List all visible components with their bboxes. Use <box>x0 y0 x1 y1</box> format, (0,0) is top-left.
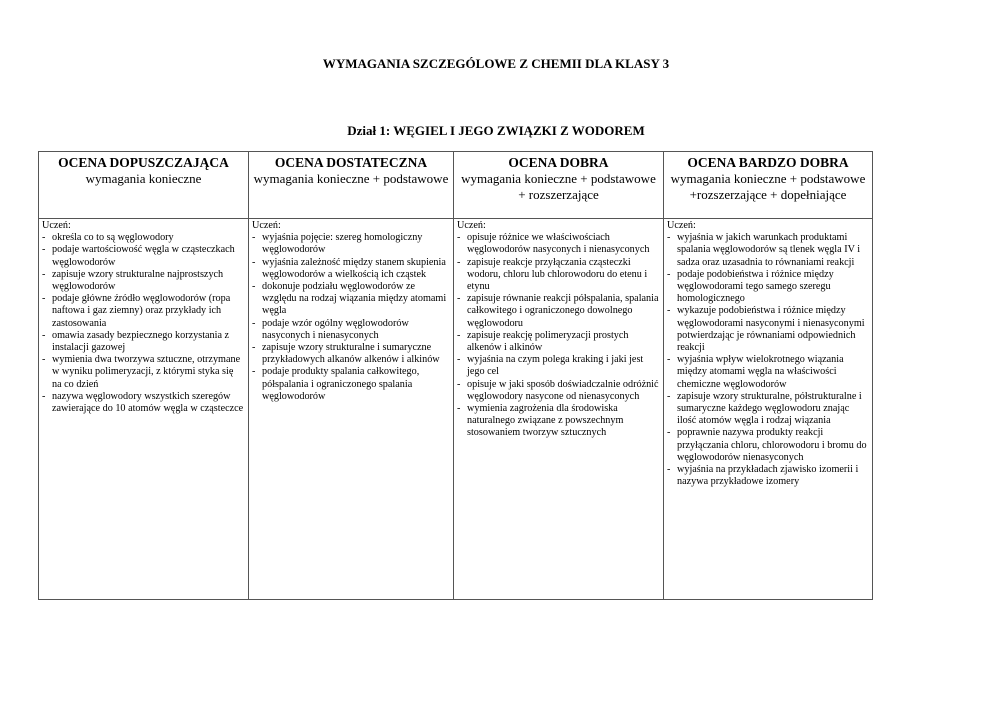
requirement-item: - dokonuje podziału węglowodorów ze względu na rodzaj wiązania między atomami węgla <box>252 281 450 318</box>
requirement-item: - omawia zasady bezpiecznego korzystania z instalacji gazowej <box>42 330 245 354</box>
requirement-item: - opisuje różnice we właściwościach węglowodorów nasyconych i nienasyconych <box>457 232 660 256</box>
requirement-item: - wyjaśnia wpływ wielokrotnego wiązania między atomami węgla na właściwości chemiczne węglowodorów <box>667 354 869 391</box>
requirement-item: - wyjaśnia zależność między stanem skupienia węglowodorów a wielkością ich cząstek <box>252 257 450 281</box>
requirement-item: - wyjaśnia na przykładach zjawisko izomerii i nazywa przykładowe izomery <box>667 464 869 488</box>
grade-header-row <box>39 152 873 219</box>
requirement-item: - wyjaśnia na czym polega kraking i jaki jest jego cel <box>457 354 660 378</box>
grade-requirements: wymagania konieczne <box>85 171 202 186</box>
requirement-list <box>252 232 450 403</box>
requirement-item: - zapisuje wzory strukturalne najprostszych węglowodorów <box>42 269 245 293</box>
grade-name: OCENA DOPUSZCZAJĄCA <box>58 155 229 170</box>
grade-requirements: wymagania konieczne + podstawowe +rozszerzające + dopełniające <box>670 171 866 202</box>
requirement-item: - nazywa węglowodory wszystkich szeregów zawierające do 10 atomów węgla w cząsteczce <box>42 391 245 415</box>
grade-header <box>664 152 873 219</box>
student-label: Uczeń: <box>42 220 71 231</box>
grade-name: OCENA BARDZO DOBRA <box>687 155 849 170</box>
grade-requirements: wymagania konieczne + podstawowe <box>253 171 449 186</box>
requirement-item: - zapisuje wzory strukturalne, półstrukturalne i sumaryczne każdego węglowodoru znając ilość atomów węgla i rodzaj wiązania <box>667 391 869 428</box>
requirement-item: - podaje wartościowość węgla w cząsteczkach węglowodorów <box>42 244 245 268</box>
requirement-item: - zapisuje reakcje przyłączania cząsteczki wodoru, chloru lub chlorowodoru do etenu i etynu <box>457 257 660 294</box>
requirement-item: - wykazuje podobieństwa i różnice między węglowodorami nasyconymi i nienasyconymi potwierdzając je równaniami odpowiednich reakcji <box>667 305 869 354</box>
student-label: Uczeń: <box>252 220 281 231</box>
grade-name: OCENA DOBRA <box>508 155 609 170</box>
requirements-cell <box>454 219 664 600</box>
requirement-item: - zapisuje równanie reakcji półspalania, spalania całkowitego i ograniczonego dowolnego węglowodoru <box>457 293 660 330</box>
requirements-row <box>39 219 873 600</box>
requirements-cell <box>249 219 454 600</box>
requirement-item: - wymienia dwa tworzywa sztuczne, otrzymane w wyniku polimeryzacji, z którymi styka się na co dzień <box>42 354 245 391</box>
grade-header <box>39 152 249 219</box>
requirement-item: - wyjaśnia pojęcie: szereg homologiczny węglowodorów <box>252 232 450 256</box>
requirement-item: - podaje podobieństwa i różnice między węglowodorami tego samego szeregu homologicznego <box>667 269 869 306</box>
section-title: Dział 1: WĘGIEL I JEGO ZWIĄZKI Z WODOREM <box>347 123 645 138</box>
student-label: Uczeń: <box>457 220 486 231</box>
requirement-item: - poprawnie nazywa produkty reakcji przyłączania chloru, chlorowodoru i bromu do węglowodorów nienasyconych <box>667 427 869 464</box>
requirement-item: - opisuje w jaki sposób doświadczalnie odróżnić węglowodory nasycone od nienasyconych <box>457 379 660 403</box>
requirement-item: - zapisuje wzory strukturalne i sumaryczne przykładowych alkanów alkenów i alkinów <box>252 342 450 366</box>
student-label: Uczeń: <box>667 220 696 231</box>
requirement-item: - określa co to są węglowodory <box>42 232 245 244</box>
grade-header <box>249 152 454 219</box>
grade-requirements: wymagania konieczne + podstawowe + rozszerzające <box>461 171 656 202</box>
requirement-item: - wyjaśnia w jakich warunkach produktami spalania węglowodorów są tlenek węgla IV i sadza oraz uzasadnia to równaniami reakcji <box>667 232 869 269</box>
requirements-cell <box>664 219 873 600</box>
requirement-item: - podaje produkty spalania całkowitego, półspalania i ograniczonego spalania węglowodorów <box>252 366 450 403</box>
requirement-list <box>667 232 869 488</box>
requirement-item: - podaje główne źródło węglowodorów (ropa naftowa i gaz ziemny) oraz przykłady ich zastosowania <box>42 293 245 330</box>
requirement-list <box>457 232 660 439</box>
grade-header <box>454 152 664 219</box>
requirement-item: - podaje wzór ogólny węglowodorów nasyconych i nienasyconych <box>252 318 450 342</box>
requirement-item: - wymienia zagrożenia dla środowiska naturalnego związane z powszechnym stosowaniem tworzyw sztucznych <box>457 403 660 440</box>
requirements-cell <box>39 219 249 600</box>
requirements-table <box>38 151 873 600</box>
requirement-list <box>42 232 245 415</box>
document-title: WYMAGANIA SZCZEGÓLOWE Z CHEMII DLA KLASY 3 <box>322 56 670 71</box>
requirement-item: - zapisuje reakcję polimeryzacji prostych alkenów i alkinów <box>457 330 660 354</box>
grade-name: OCENA DOSTATECZNA <box>274 155 428 170</box>
